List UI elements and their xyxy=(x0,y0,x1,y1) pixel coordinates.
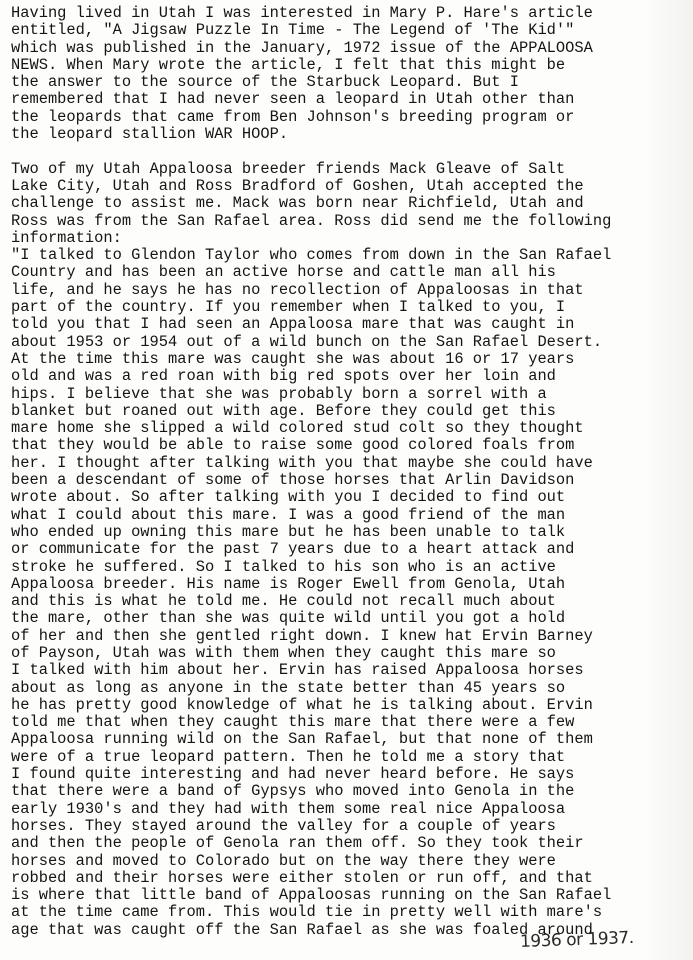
text-line: at the time came from. This would tie in pretty well with mare's xyxy=(11,903,603,922)
text-line: horses. They stayed around the valley for a couple of years xyxy=(11,816,556,835)
text-line: NEWS. When Mary wrote the article, I felt that this might be xyxy=(11,55,566,74)
text-line: that there were a band of Gypsys who moved into Genola in the xyxy=(11,782,575,801)
text-line: is where that little band of Appaloosas running on the San Rafael xyxy=(11,886,612,905)
text-line: about as long as anyone in the state better than 45 years so xyxy=(11,678,566,697)
text-line: who ended up owning this mare but he has been unable to talk xyxy=(11,522,566,541)
text-line: I found quite interesting and had never heard before. He says xyxy=(11,765,575,784)
text-line: the leopard stallion WAR HOOP. xyxy=(11,125,289,144)
text-line: part of the country. If you remember when I talked to you, I xyxy=(11,298,566,317)
text-line: entitled, "A Jigsaw Puzzle In Time - The Legend of 'The Kid'" xyxy=(11,21,575,40)
text-line: old and was a red roan with big red spots over her loin and xyxy=(11,367,556,386)
text-line: about 1953 or 1954 out of a wild bunch on the San Rafael Desert. xyxy=(11,332,603,351)
text-line: "I talked to Glendon Taylor who comes from down in the San Rafael xyxy=(11,246,612,265)
text-line: he has pretty good knowledge of what he is talking about. Ervin xyxy=(11,695,593,714)
text-line: of Payson, Utah was with them when they caught this mare so xyxy=(11,643,556,662)
text-line: told you that I had seen an Appaloosa mare that was caught in xyxy=(11,315,575,334)
text-line: age that was caught off the San Rafael as she was foaled around xyxy=(11,920,593,939)
text-line: stroke he suffered. So I talked to his son who is an active xyxy=(11,557,556,576)
paragraph-1 xyxy=(11,5,683,143)
text-line: the mare, other than she was quite wild until you got a hold xyxy=(11,609,566,628)
text-line: or communicate for the past 7 years due to a heart attack and xyxy=(11,540,575,559)
text-line: of her and then she gentled right down. I knew hat Ervin Barney xyxy=(11,626,593,645)
text-line: Having lived in Utah I was interested in Mary P. Hare's article xyxy=(11,4,593,22)
text-line: Lake City, Utah and Ross Bradford of Goshen, Utah accepted the xyxy=(11,176,584,195)
text-line: were of a true leopard pattern. Then he told me a story that xyxy=(11,747,566,766)
text-line: Appaloosa breeder. His name is Roger Ewell from Genola, Utah xyxy=(11,574,566,593)
text-line: horses and moved to Colorado but on the way there they were xyxy=(11,851,556,870)
handwritten-note: 1936 or 1937. xyxy=(519,928,634,952)
text-line: challenge to assist me. Mack was born near Richfield, Utah and xyxy=(11,194,584,213)
text-line: wrote about. So after talking with you I decided to find out xyxy=(11,488,566,507)
text-line: that they would be able to raise some good colored foals from xyxy=(11,436,575,455)
text-line: Country and has been an active horse and cattle man all his xyxy=(11,263,556,282)
paragraph-gap xyxy=(11,143,683,160)
document-body xyxy=(11,5,683,956)
text-line: mare home she slipped a wild colored stud colt so they thought xyxy=(11,419,584,438)
text-line: Two of my Utah Appaloosa breeder friends Mack Gleave of Salt xyxy=(11,159,566,178)
text-line: Appaloosa running wild on the San Rafael, but that none of them xyxy=(11,730,593,749)
text-line: and this is what he told me. He could not recall much about xyxy=(11,592,556,611)
text-line: which was published in the January, 1972 issue of the APPALOOSA xyxy=(11,38,593,57)
text-line: blanket but roaned out with age. Before they could get this xyxy=(11,401,556,420)
text-line: told me that when they caught this mare that there were a few xyxy=(11,713,575,732)
text-line: the answer to the source of the Starbuck Leopard. But I xyxy=(11,73,519,92)
text-line: robbed and their horses were either stolen or run off, and that xyxy=(11,868,593,887)
text-line: what I could about this mare. I was a good friend of the man xyxy=(11,505,566,524)
text-line: hips. I believe that she was probably born a sorrel with a xyxy=(11,384,547,403)
text-line: remembered that I had never seen a leopard in Utah other than xyxy=(11,90,575,109)
text-line: and then the people of Genola ran them off. So they took their xyxy=(11,834,584,853)
text-line: information: xyxy=(11,228,122,247)
text-line: I talked with him about her. Ervin has raised Appaloosa horses xyxy=(11,661,584,680)
text-line: life, and he says he has no recollection of Appaloosas in that xyxy=(11,280,584,299)
text-line: Ross was from the San Rafael area. Ross did send me the following xyxy=(11,211,612,230)
text-line: her. I thought after talking with you that maybe she could have xyxy=(11,453,593,472)
paragraph-2 xyxy=(11,161,683,957)
text-line: early 1930's and they had with them some real nice Appaloosa xyxy=(11,799,566,818)
text-line: At the time this mare was caught she was about 16 or 17 years xyxy=(11,349,575,368)
text-line: the leopards that came from Ben Johnson's breeding program or xyxy=(11,107,575,126)
text-line: been a descendant of some of those horses that Arlin Davidson xyxy=(11,471,575,490)
